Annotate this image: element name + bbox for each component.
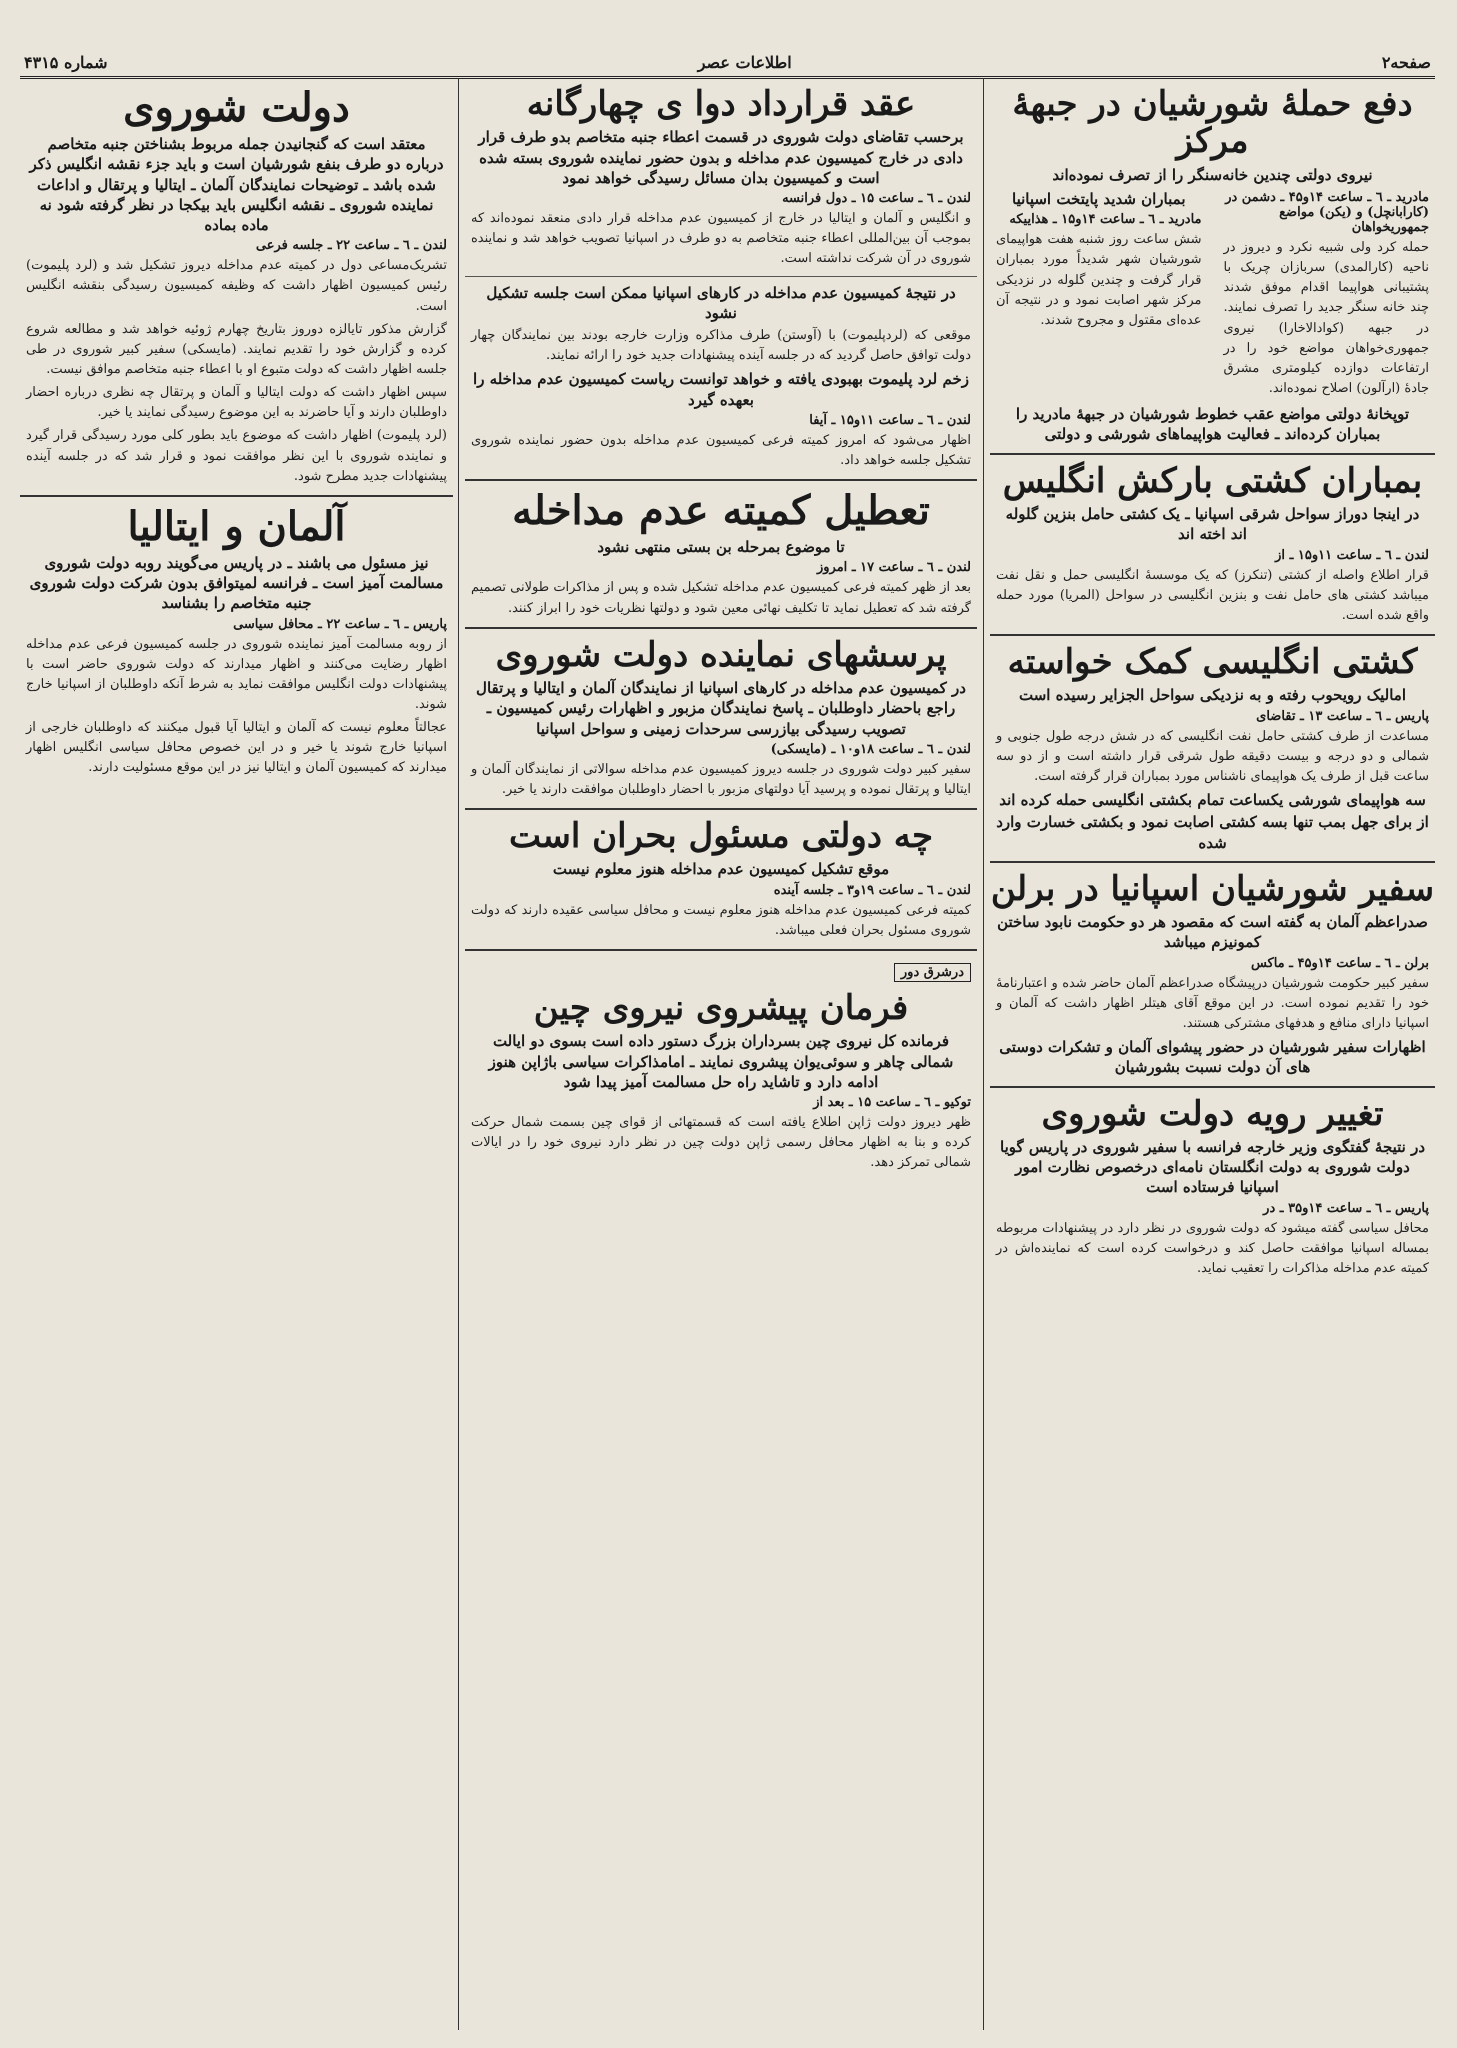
article-headline: بمباران کشتی بارکش انگلیس — [1002, 460, 1423, 501]
article-headline: دفع حملهٔ شورشیان در جبههٔ مرکز — [1012, 84, 1413, 162]
divider — [465, 808, 977, 810]
article-headline: دولت شوروی — [123, 84, 350, 131]
article-body: محافل سیاسی گفته میشود که دولت شوروی در نظر دارد در پیشنهادات مربوطه بمساله اسپانیا موافقت حاصل کند و درخواست کرده است که نماینده‌اش در کمیته عدم مداخله مذاکرات را تعقیب نماید. — [996, 1220, 1429, 1277]
dateline: پاریس ـ ٦ ـ ساعت ۱۴و۳۵ ـ در — [1263, 1200, 1429, 1216]
article-headline: آلمان و ایتالیا — [127, 502, 346, 550]
article-body: سفیر کبیر حکومت شورشیان درپیشگاه صدراعظم آلمان حاضر شده و اعتبارنامهٔ خود را تقدیم نموده است. در این موقع آقای هیتلر اظهار داشت که آلمان و اسپانیا دارای منافع و هدفهای مشترکی هستند. — [996, 975, 1429, 1031]
article-subheadline: در اینجا دوراز سواحل شرقی اسپانیا ـ یک کشتی حامل بنزین گلوله اند اخته اند — [1005, 505, 1420, 544]
dateline: برلن ـ ٦ ـ ساعت ۱۴و۴۵ ـ ماکس — [1250, 955, 1429, 971]
article-subheadline: اظهارات سفیر شورشیان در حضور پیشوای آلمان و تشکرات دوستی های آن دولت نسبت بشورشیان — [999, 1038, 1426, 1077]
article-body: حمله کرد ولی شبیه نکرد و دیروز در ناحیه (کارالمدی) سربازان چریک با پشتیبانی هواپیما اقدام موفق شدند چند خانه سنگر جدید را تصرف نمایند. در جبهه (کوادالاخارا) نیروی جمهوری‌خواهان مواضع خود را در ارتفاعات دوازده کیلومتری مشرق جادهٔ (ارآلون) اصلاح نموده‌اند. — [1223, 240, 1429, 397]
divider — [465, 627, 977, 629]
divider — [990, 634, 1435, 636]
article-subheadline: سه هواپیمای شورشی یکساعت تمام بکشتی انگلیسی حمله کرده اند — [999, 791, 1426, 810]
dateline: لندن ـ ٦ ـ ساعت ۱۱و۱۵ ـ از — [1275, 547, 1429, 563]
article-body: سپس اظهار داشت که دولت ایتالیا و آلمان و پرتقال چه نظری درباره احضار داوطلبان دارند و آیا حاضرند به این موضوع رسیدگی نمایند یا خیر. — [26, 385, 447, 421]
article-body: مساعدت از طرف کشتی حامل نفت انگلیسی که در شش درجه طول جنوبی و شمالی و دو درجه و بیست دقیقه طول شرقی قرار داشته است و از دو سه ساعت قبل از طرف یک هواپیمای ناشناس مورد بمباران قرار گرفته است. — [996, 728, 1429, 784]
article-subheadline: در کمیسیون عدم مداخله در کارهای اسپانیا از نمایندگان آلمان و ایتالیا و پرتقال راجع باحضار داوطلبان ـ پاسخ نمایندگان مزبور و اظهارات رئیس کمیسیون ـ تصویب رسیدگی بیازرسی سرحدات زمینی و سواحل اسپانیا — [476, 679, 966, 738]
article-subheadline: فرمانده کل نیروی چین بسرداران بزرگ دستور داده است بسوی دو ایالت شمالی چاهر و سوئی‌یوان پیشروی نمایند ـ امامذاکرات سیاسی باژاپن هنوز ادامه دارد و تاشاید راه حل مسالمت آمیز پیدا شود — [488, 1032, 954, 1091]
divider — [465, 276, 977, 277]
article-subheadline: نیروی دولتی چندین خانه‌سنگر را از تصرف نموده‌اند — [1052, 165, 1373, 184]
paper-name: اطلاعات عصر — [697, 53, 792, 72]
dateline: لندن ـ ٦ ـ ساعت ۱۵ ـ دول فرانسه — [782, 191, 971, 207]
article-body: عجالتاً معلوم نیست که آلمان و ایتالیا آیا قبول میکنند که داوطلبان خارجی از اسپانیا خارج شوند یا خیر و در این خصوص محافل سیاسی انگلیس اظهار میدارند که کمیسیون آلمان و ایتالیا نیز در این موقع مسئولیت دارند. — [26, 720, 447, 776]
article-subheadline: معتقد است که گنجانیدن جمله مربوط بشناختن جنبه متخاصم درباره دو طرف بنفع شورشیان است و باید جزء نقشه انگلیس ذکر شده باشد ـ توضیحات نمایندگان آلمان ـ ایتالیا و پرتقال و اداعات نماینده شوروی ـ نقشه انگلیس باید بیکجا در نظر گرفته شود نه ماده بماده — [29, 135, 444, 234]
column-left — [20, 82, 453, 2030]
divider — [990, 453, 1435, 455]
dateline: لندن ـ ٦ ـ ساعت ۱۷ ـ امروز — [816, 560, 971, 576]
article-body: گزارش مذکور تایالزه دوروز بتاریخ چهارم ژوئیه خواهد شد و مطالعه شروع کرده و گزارش خود را تقدیم نمایند. (مایسکی) سفیر کبیر شوروی در طی جلسه اظهار داشت که دولت متبوع او با اعطاء جنبه متخاصم موافق نیست. — [26, 321, 447, 377]
issue-label: شماره ۴۳۱۵ — [24, 53, 108, 72]
article-body: سفیر کبیر دولت شوروی در جلسه دیروز کمیسیون عدم مداخله سوالاتی از نمایندگان آلمان و ایتالیا و پرتقال نموده و پرسید آیا دولتهای مزبور با احضار داوطلبان موافقت دارند یا خیر. — [471, 761, 971, 797]
masthead — [20, 30, 1435, 79]
article-body: ظهر دیروز دولت ژاپن اطلاع یافته است که قسمتهائی از قوای چین بسمت شمال حرکت کرده و بنا به اظهار محافل رسمی ژاپن دولت چین در نظر دارد نیروی خود را در ایالات شمالی تمرکز دهد. — [471, 1115, 971, 1171]
column-rule — [458, 78, 459, 2030]
article-subheadline: زخم لرد پلیموت بهبودی یافته و خواهد توانست ریاست کمیسیون عدم مداخله را بعهده گیرد — [473, 370, 969, 409]
article-headline: فرمان پیشروی نیروی چین — [533, 988, 909, 1028]
article-body: و انگلیس و آلمان و ایتالیا در خارج از کمیسیون عدم مداخله قرار دادی منعقد نموده‌اند که بموجب آن بین‌المللی اعطاء جنبه متخاصم به دو طرف در اسپانیا تصویب خواهد شد و نماینده شوروی در آن شرکت نداشته است. — [471, 211, 971, 267]
article-headline: پرسشهای نماینده دولت شوروی — [495, 634, 947, 675]
column-rule — [983, 78, 984, 2030]
column-right — [990, 82, 1435, 2030]
article-headline: عقد قرارداد دوا ی چهارگانه — [526, 84, 916, 124]
dateline: پاریس ـ ٦ ـ ساعت ۲۲ ـ محافل سیاسی — [233, 616, 447, 632]
page-label: صفحه۲ — [1381, 53, 1431, 72]
article-headline: کشتی انگلیسی کمک خواسته — [1007, 641, 1418, 682]
dateline: لندن ـ ٦ ـ ساعت ۱۹و۳ ـ جلسه آینده — [773, 882, 971, 898]
article-body: (لرد پلیموت) اظهار داشت که موضوع باید بطور کلی مورد رسیدگی قرار گیرد و نماینده شوروی با این نظر موافقت نمود و قرار شد که در جلسه آینده پیشنهادات جدید مطرح شود. — [26, 428, 447, 484]
article-body: کمیته فرعی کمیسیون عدم مداخله هنوز معلوم نیست و محافل سیاسی عقیده دارند که دولت شوروی مسئول بحران فعلی میباشد. — [471, 902, 971, 938]
article-headline: تعطیل کمیته عدم مداخله — [512, 487, 930, 535]
article-subheadline: موقع تشکیل کمیسیون عدم مداخله هنوز معلوم نیست — [552, 860, 890, 879]
dateline: مادرید ـ ٦ ـ ساعت ۱۴و۱۵ ـ هذاییکه — [1009, 212, 1202, 228]
article-headline: سفیر شورشیان اسپانیا در برلن — [990, 868, 1435, 909]
divider — [990, 1086, 1435, 1088]
article-body: اظهار می‌شود که امروز کمیته فرعی کمیسیون عدم مداخله بدون حضور نماینده شوروی تشکیل جلسه خواهد داد. — [471, 432, 971, 468]
article-body: تشریک‌مساعی دول در کمیته عدم مداخله دیروز تشکیل شد و (لرد پلیموت) رئیس کمیسیون اظهار داشت که وظیفه کمیسیون رسیدگی بنقشه انگلیس است. — [26, 258, 447, 314]
article-body: از روبه مسالمت آمیز نماینده شوروی در جلسه کمیسیون فرعی عدم مداخله اظهار رضایت می‌کنند و اظهار میدارند که دولت شوروی حاضر است با پیشنهادات دولت انگلیس موافقت نماید به شرط آنکه داوطلبان از اسپانیا خارج شوند. — [26, 636, 447, 712]
article-body: شش ساعت روز شنبه هفت هواپیمای شورشیان شهر شدیداً مورد بمباران قرار گرفت و چندین گلوله در نزدیکی مرکز شهر اصابت نمود و در نتیجه آن عده‌ای مقتول و مجروح شدند. — [996, 232, 1202, 328]
divider — [20, 495, 453, 497]
dateline: لندن ـ ٦ ـ ساعت ۱۸و۱۰ ـ (مایسکی) — [770, 741, 971, 757]
two-column-block — [990, 187, 1435, 402]
article-subheadline: امالیک رویحوب رفته و به نزدیکی سواحل الجزایر رسیده است — [1018, 686, 1406, 705]
article-subheadline: در نتیجهٔ کمیسیون عدم مداخله در کارهای اسپانیا ممکن است جلسه تشکیل نشود — [486, 283, 956, 322]
article-body: قرار اطلاع واصله از کشتی (تنکرز) که یک موسسهٔ انگلیسی حمل و نقل نفت میباشد کشتی های حامل نفت و بنزین انگلیسی در سواحل (المریا) مورد حمله واقع شده است. — [996, 567, 1429, 623]
dateline: لندن ـ ٦ ـ ساعت ۱۱و۱۵ ـ آیفا — [809, 412, 971, 428]
article-subheadline: برحسب تقاضای دولت شوروی در قسمت اعطاء جنبه متخاصم بدو طرف قرار دادی در خارج کمیسیون عدم مداخله و بدون حضور نماینده شوروی بسته شده است و کمیسیون بدان مسائل رسیدگی خواهد نمود — [478, 128, 964, 187]
dateline: پاریس ـ ٦ ـ ساعت ۱۳ ـ تقاضای — [1256, 708, 1429, 724]
article-subheadline: توپخانهٔ دولتی مواضع عقب خطوط شورشیان در جبههٔ مادرید را بمباران کرده‌اند ـ فعالیت هواپیماهای شورشی و دولتی — [1015, 405, 1410, 444]
article-headline: چه دولتی مسئول بحران است — [508, 816, 934, 857]
newspaper-page — [20, 30, 1435, 2030]
article-body: بعد از ظهر کمیته فرعی کمیسیون عدم مداخله تشکیل شده و پس از مذاکرات طولانی تصمیم گرفته شد که تعطیل نماید تا تکلیف نهائی معین شود و دولتها نظریات خود را ابراز کنند. — [471, 580, 971, 616]
dateline: توکیو ـ ٦ ـ ساعت ۱۵ ـ بعد از — [813, 1095, 971, 1111]
divider — [465, 949, 977, 951]
article-subheadline: در نتیجهٔ گفتگوی وزیر خارجه فرانسه با سفیر شوروی در پاریس گویا دولت شوروی به دولت انگلستان نامه‌ای درخصوص نظارت امور اسپانیا فرستاده است — [1000, 1137, 1425, 1197]
article-body: موقعی که (لردپلیموت) با (آوستن) طرف مذاکره وزارت خارجه بودند بین نمایندگان چهار دولت توافق حاصل گردید که در جلسه آینده پیشنهادات جدید خود را ارائه نمایند. — [471, 328, 971, 364]
dateline: مادرید ـ ٦ ـ ساعت ۱۴و۴۵ ـ دشمن در (کارابانچل) و (یکن) مواضع جمهوریخواهان — [1225, 190, 1429, 236]
article-subheadline: از برای جهل بمب تنها بسه کشتی اصابت نمود و بکشتی خسارت وارد شده — [996, 813, 1429, 852]
dateline: لندن ـ ٦ ـ ساعت ۲۲ ـ جلسه فرعی — [255, 238, 447, 254]
section-tag: درشرق دور — [894, 963, 971, 982]
divider — [465, 479, 977, 481]
column-middle — [465, 82, 977, 2030]
article-subheadline: تا موضوع بمرحله بن بستی منتهی نشود — [597, 538, 845, 557]
article-subheadline: صدراعظم آلمان به گفته است که مقصود هر دو حکومت نابود ساختن کمونیزم میباشد — [997, 913, 1428, 952]
article-subheadline: نیز مسئول می باشند ـ در پاریس می‌گویند روبه دولت شوروی مسالمت آمیز است ـ فرانسه لمیتوافق بدون شرکت دولت شوروی جنبه متخاصم را بشناسد — [29, 553, 444, 613]
article-headline: تغییر رویه دولت شوروی — [1041, 1093, 1384, 1134]
article-subheadline: بمباران شدید پایتخت اسپانیا — [1012, 190, 1186, 209]
divider — [990, 861, 1435, 863]
